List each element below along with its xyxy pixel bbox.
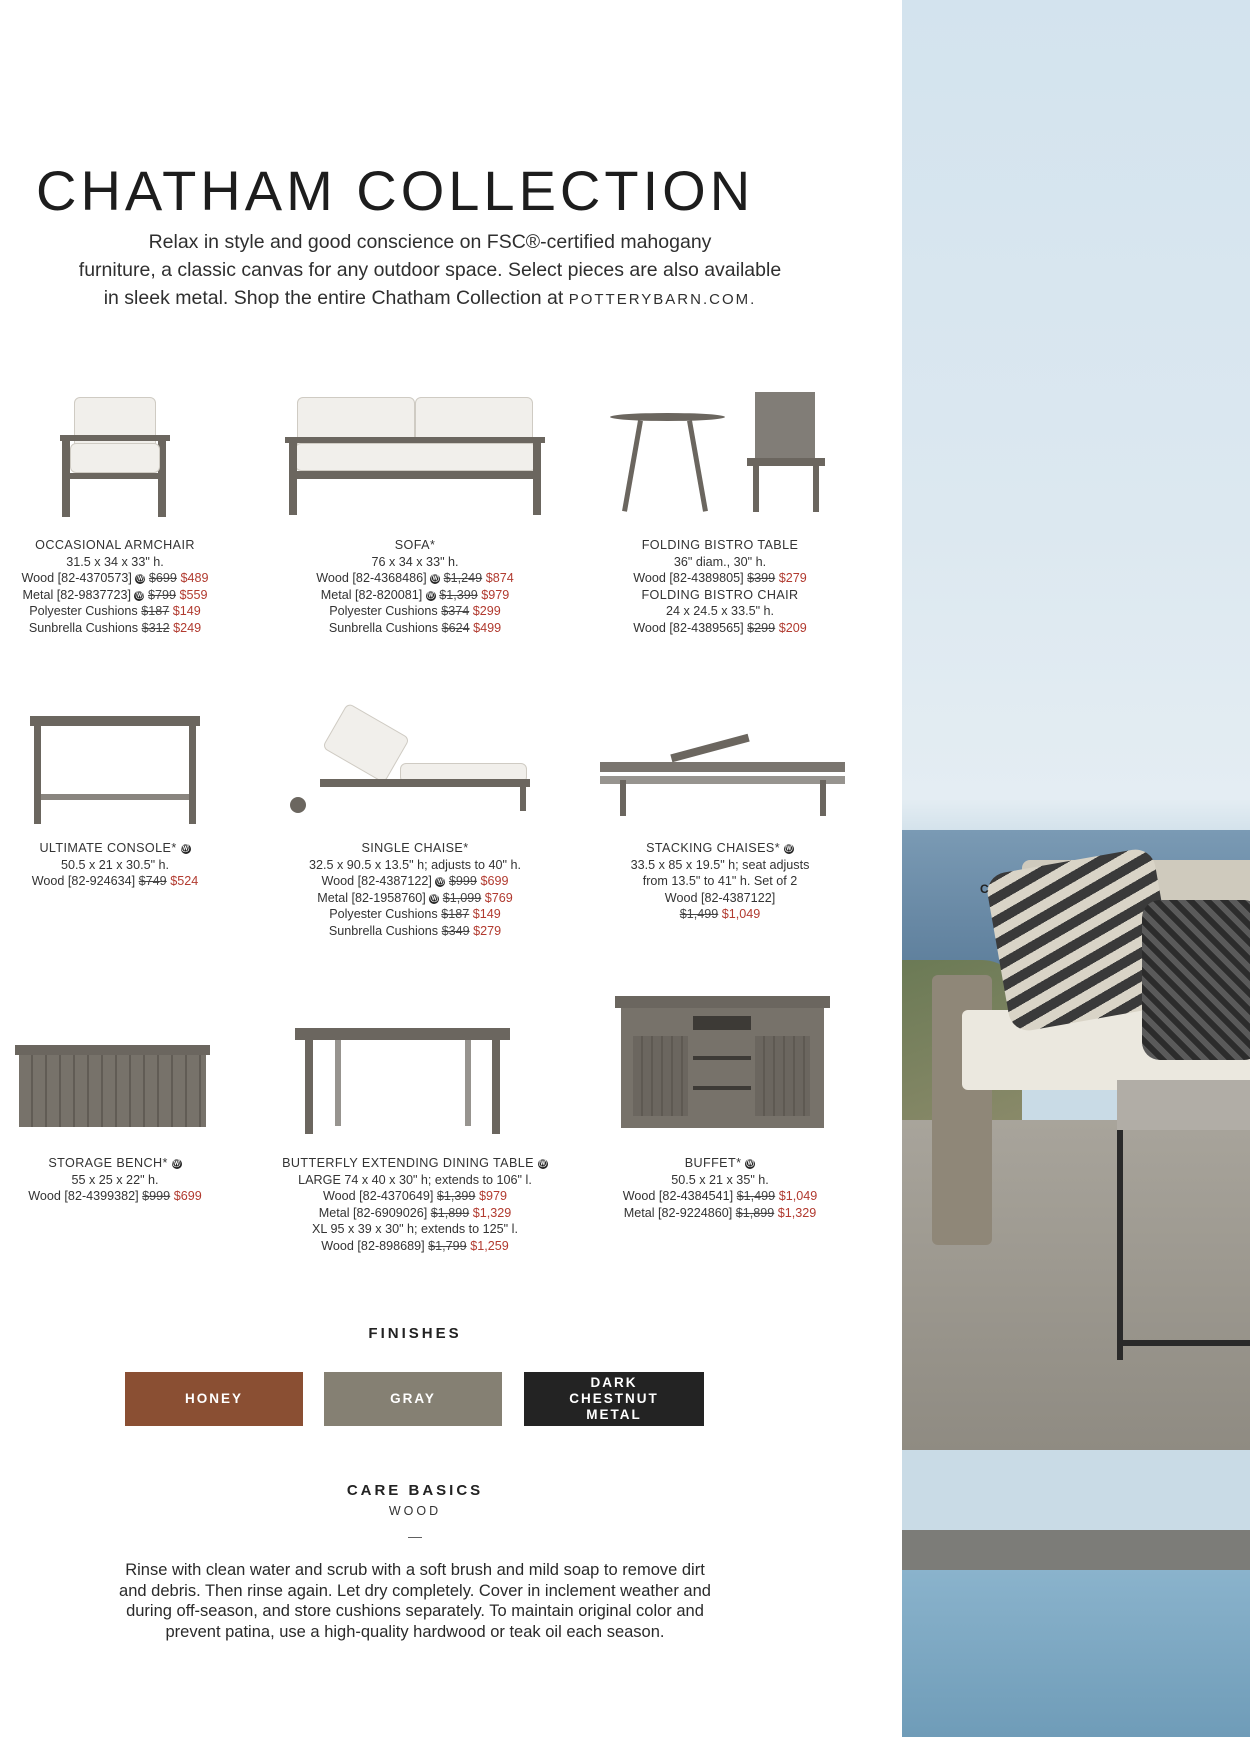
price-row: Wood [82-4399382] $999 $699 (28, 1189, 202, 1204)
product-name: FOLDING BISTRO CHAIR (641, 587, 799, 602)
badge-icon: Ⓦ (746, 1159, 755, 1168)
price-row: Metal [82-9224860] $1,899 $1,329 (623, 1205, 817, 1220)
product-name: STACKING CHAISES* Ⓦ (646, 841, 794, 855)
chaise-image[interactable] (290, 715, 540, 825)
intro-line: furniture, a classic canvas for any outdoor space. Select pieces are also available (78, 259, 782, 281)
care-divider: — (408, 1528, 422, 1544)
product-armchair (0, 537, 230, 637)
product-name: BUFFET* Ⓦ (684, 1156, 755, 1170)
price-row: Wood [82-4387122] Ⓦ $999 $699 (321, 874, 509, 889)
badge-icon: Ⓦ (135, 590, 144, 600)
price-row: Wood [82-4370649] $1,399 $979 (323, 1189, 507, 1204)
price-row: Metal [82-1958760] Ⓦ $1,099 $769 (317, 890, 513, 905)
product-sofa (270, 537, 560, 637)
armchair-image[interactable] (60, 395, 170, 520)
photo-callout-letter: C (980, 882, 989, 896)
badge-icon: Ⓦ (181, 844, 190, 853)
patterned-pillow (1142, 900, 1250, 1060)
price-row: $1,499 $1,049 (679, 907, 761, 922)
product-dims: 32.5 x 90.5 x 13.5" h; adjusts to 40" h. (309, 857, 521, 872)
product-name: SINGLE CHAISE* (361, 841, 469, 855)
product-dims: 33.5 x 85 x 19.5" h; seat adjusts (630, 857, 810, 872)
badge-icon: Ⓦ (136, 574, 145, 584)
pool-water (902, 1570, 1250, 1737)
product-dining-table (260, 1155, 570, 1255)
product-label: Wood [82-4387122] (664, 890, 776, 905)
care-subheading: WOOD (388, 1504, 442, 1518)
badge-icon: Ⓦ (538, 1159, 548, 1168)
intro-line-text: in sleek metal. Shop the entire Chatham Collection at (103, 287, 569, 309)
badge-icon: Ⓦ (426, 590, 435, 600)
stacking-chaises-image[interactable] (600, 740, 845, 825)
bistro-set-image[interactable] (605, 390, 835, 520)
price-row: Polyester Cushions $187 $149 (29, 604, 201, 619)
swatch-gray[interactable]: GRAY (324, 1372, 502, 1426)
product-dims: 36" diam., 30" h. (673, 554, 767, 569)
photo-side-table (1117, 1080, 1250, 1130)
product-dims: 55 x 25 x 22" h. (71, 1172, 159, 1187)
page-title: CHATHAM COLLECTION (36, 159, 755, 222)
sofa-image[interactable] (285, 395, 545, 520)
price-row: Wood [82-4370573] Ⓦ $699 $489 (21, 571, 209, 586)
product-size-large: LARGE 74 x 40 x 30" h; extends to 106" l. (298, 1172, 532, 1187)
badge-icon: Ⓦ (436, 877, 445, 887)
price-row: Sunbrella Cushions $312 $249 (28, 620, 202, 635)
price-row: Wood [82-898689] $1,799 $1,259 (321, 1238, 509, 1253)
badge-icon: Ⓦ (431, 574, 440, 584)
price-row: Sunbrella Cushions $349 $279 (328, 923, 502, 938)
price-row: Wood [82-924634] $749 $524 (31, 874, 199, 889)
product-size-xl: XL 95 x 39 x 30" h; extends to 125" l. (312, 1222, 518, 1237)
swatch-honey[interactable]: HONEY (125, 1372, 303, 1426)
dining-table-image[interactable] (295, 1028, 510, 1138)
product-dims: 50.5 x 21 x 30.5" h. (60, 857, 170, 872)
badge-icon: Ⓦ (172, 1159, 181, 1168)
price-row: Metal [82-9837723] Ⓦ $799 $559 (22, 587, 208, 602)
price-row: Wood [82-4389805] $399 $279 (633, 571, 807, 586)
intro-line (30, 284, 830, 314)
product-bistro (590, 537, 850, 637)
swatch-dark-chestnut-metal[interactable]: DARK CHESTNUT METAL (524, 1372, 704, 1426)
product-name: SOFA* (394, 538, 436, 552)
price-row: Metal [82-820081] Ⓦ $1,399 $979 (320, 587, 510, 602)
product-dims: 50.5 x 21 x 35" h. (671, 1172, 769, 1187)
product-dims: 76 x 34 x 33" h. (371, 554, 459, 569)
product-storage-bench (0, 1155, 230, 1205)
storage-bench-image[interactable] (15, 1045, 210, 1135)
product-console (0, 840, 230, 890)
product-chaise (265, 840, 565, 940)
product-name: ULTIMATE CONSOLE* Ⓦ (39, 841, 190, 855)
badge-icon: Ⓦ (430, 893, 439, 903)
care-heading: CARE BASICS (346, 1482, 484, 1499)
website-link[interactable]: POTTERYBARN.COM. (568, 291, 757, 308)
product-name: STORAGE BENCH* Ⓦ (48, 1156, 181, 1170)
photo-table-leg (1117, 1130, 1123, 1360)
console-image[interactable] (30, 716, 200, 826)
price-row: Polyester Cushions $374 $299 (329, 604, 501, 619)
price-row: Wood [82-4368486] Ⓦ $1,249 $874 (316, 571, 514, 586)
badge-icon: Ⓦ (784, 844, 794, 853)
photo-table-bar (1117, 1340, 1250, 1346)
product-dims: 24 x 24.5 x 33.5" h. (665, 604, 775, 619)
price-row: Sunbrella Cushions $624 $499 (328, 620, 502, 635)
pool-edge (902, 1530, 1250, 1570)
lifestyle-photo (902, 0, 1250, 1737)
product-name: OCCASIONAL ARMCHAIR (35, 538, 195, 552)
price-row: Polyester Cushions $187 $149 (329, 907, 501, 922)
price-row: Metal [82-6909026] $1,899 $1,329 (318, 1205, 512, 1220)
buffet-image[interactable] (615, 996, 830, 1136)
product-name: BUTTERFLY EXTENDING DINING TABLE Ⓦ (282, 1156, 548, 1170)
care-instructions: Rinse with clean water and scrub with a soft brush and mild soap to remove dirt and debris. Then rinse again. Let dry completely. Cover in inclement weather and during off-season, and store cushions separately. To maintain original color and prevent patina, use a high-quality hardwood or teak oil each season. (119, 1561, 711, 1641)
product-buffet (590, 1155, 850, 1221)
intro-text (30, 228, 830, 314)
product-name: FOLDING BISTRO TABLE (641, 538, 799, 552)
product-dims: from 13.5" to 41" h. Set of 2 (642, 874, 798, 889)
price-row: Wood [82-4384541] $1,499 $1,049 (622, 1189, 818, 1204)
price-row: Wood [82-4389565] $299 $209 (633, 620, 807, 635)
finishes-heading: FINISHES (368, 1325, 462, 1342)
intro-line: Relax in style and good conscience on FSC®-certified mahogany (148, 231, 712, 253)
product-dims: 31.5 x 34 x 33" h. (66, 554, 164, 569)
product-stacking-chaises (590, 840, 850, 923)
